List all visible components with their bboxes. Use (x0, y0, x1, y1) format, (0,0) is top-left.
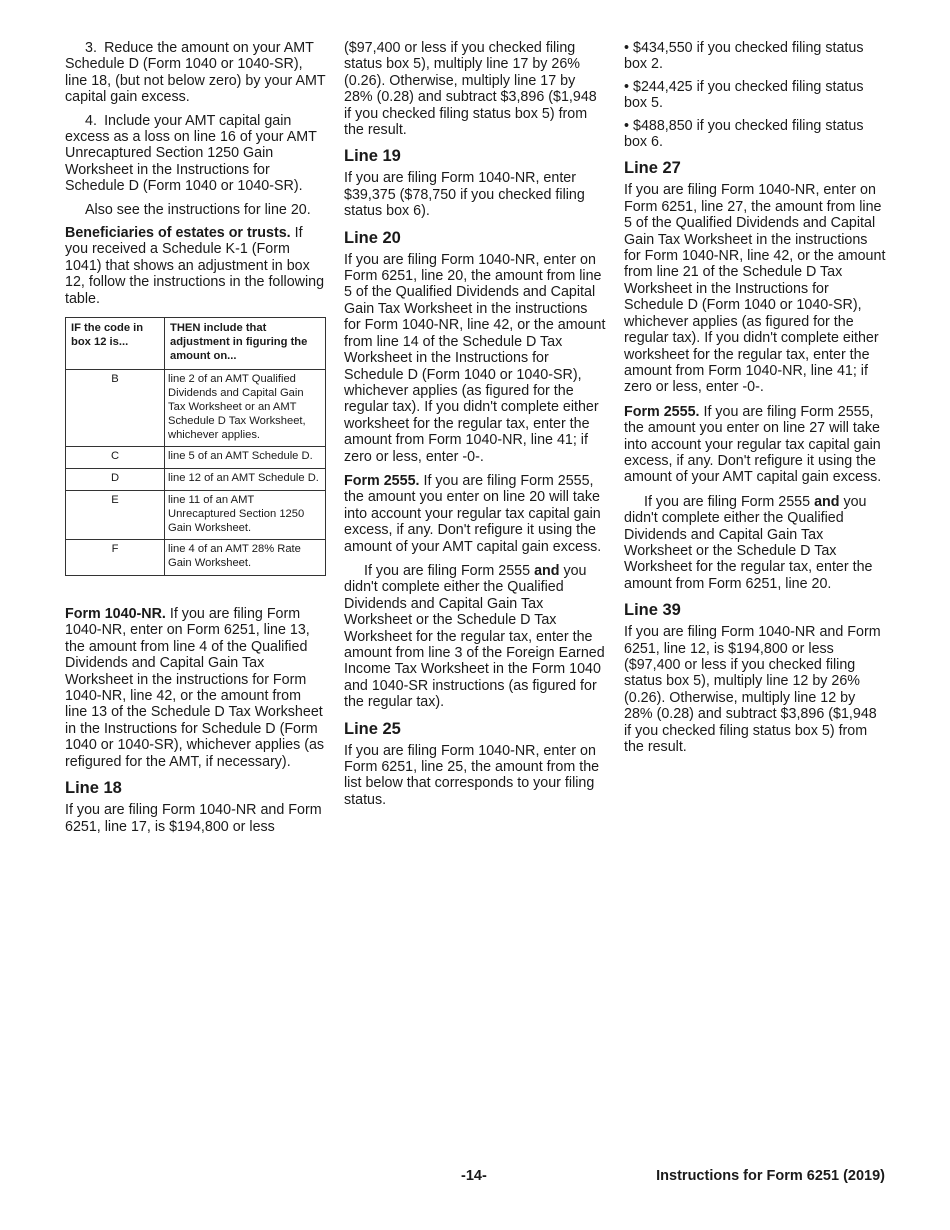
bullet-text: $244,425 if you checked filing status box 5. (624, 78, 864, 112)
table-cell-then: line 2 of an AMT Qualified Dividends and Capital Gain Tax Worksheet or an AMT Schedule D Tax Worksheet, whichever applies. (165, 370, 326, 447)
table-cell-then: line 5 of an AMT Schedule D. (165, 447, 326, 469)
step-3-paragraph: 3. Reduce the amount on your AMT Schedule D (Form 1040 or 1040-SR), line 18, (but not below zero) by your AMT capital gain excess. (65, 40, 326, 106)
beneficiaries-text: If you received a Schedule K-1 (Form 1041) that shows an adjustment in box 12, follow the instructions in the following table. (65, 225, 325, 307)
and-emphasis: and (534, 562, 560, 579)
table-row (66, 370, 326, 447)
column-3 (624, 40, 886, 763)
form-2555-and-paragraph (624, 494, 886, 592)
and-emphasis: and (814, 493, 840, 510)
line-19-heading: Line 19 (344, 147, 401, 166)
table-header-then: THEN include that adjustment in figuring the amount on... (165, 318, 326, 370)
list-item (624, 40, 886, 73)
table-cell-code: B (66, 370, 165, 447)
table-cell-then: line 12 of an AMT Schedule D. (165, 469, 326, 491)
form-2555-and-post: you didn't complete either the Qualified Dividends and Capital Gain Tax Worksheet or the Schedule D Tax Worksheet for the regular tax, enter the amount from line 3 of the Foreign Earned Income Tax Worksheet in the Form 1040 and 1040-SR instructions (as figured for the regular tax). (344, 562, 605, 711)
bullet-text: $434,550 if you checked filing status box 2. (624, 40, 864, 73)
table-header-row (66, 318, 326, 370)
form-2555-paragraph (624, 404, 886, 486)
see-also-paragraph: Also see the instructions for line 20. (85, 201, 311, 218)
line-18-continued-text: ($97,400 or less if you checked filing status box 5), multiply line 17 by 26% (0.26). Otherwise, multiply line 17 by 28% (0.28) and subtract $3,896 ($1,948 if you checked filing status box 5) from the result. (344, 40, 597, 139)
table-row (66, 491, 326, 540)
column-2 (344, 40, 606, 816)
beneficiaries-paragraph (65, 225, 327, 307)
list-item (624, 118, 886, 151)
form-2555-text: If you are filing Form 2555, the amount you enter on line 27 will take into account your regular tax capital gain excess, if any. Don't refigure it using the amount of your AMT capital gain excess. (624, 403, 882, 486)
table-header-code: IF the code in box 12 is... (66, 318, 165, 370)
form-2555-and-pre: If you are filing Form 2555 (644, 493, 815, 510)
table-cell-code: C (66, 447, 165, 469)
form-2555-and-pre: If you are filing Form 2555 (364, 562, 535, 579)
line-39-text: If you are filing Form 1040-NR and Form 6251, line 12, is $194,800 or less ($97,400 or less if you checked filing status box 5), multiply line 12 by 26% (0.26). Otherwise, multiply line 12 by 28% (0.28) and subtract $3,896 ($1,948 if you checked filing status box 5) from the result. (624, 624, 881, 756)
document-title: Instructions for Form 6251 (2019) (656, 1168, 885, 1184)
line-18-heading: Line 18 (65, 779, 122, 798)
list-item (624, 79, 886, 112)
bullet-text: $488,850 if you checked filing status box 6. (624, 117, 864, 151)
line-18-text: If you are filing Form 1040-NR and Form 6251, line 17, is $194,800 or less (65, 802, 322, 835)
line-25-heading: Line 25 (344, 719, 401, 738)
form-1040nr-text: If you are filing Form 1040-NR, enter on Form 6251, line 13, the amount from line 4 of the Qualified Dividends and Capital Gain Tax Worksheet in the instructions for Form 1040-NR, line 42, or the amount from line 13 of the Schedule D Tax Worksheet in the Instructions for Schedule D (Form 1040 or 1040-SR), whichever applies (as refigured for the AMT, if necessary). (65, 606, 325, 770)
form-2555-heading: Form 2555. (624, 403, 700, 420)
beneficiaries-heading: Beneficiaries of estates or trusts. (65, 225, 291, 242)
bullet-icon: • (624, 117, 630, 134)
line-27-heading: Line 27 (624, 159, 681, 178)
step-4-paragraph: 4. Include your AMT capital gain excess as a loss on line 16 of your AMT Unrecaptured Section 1250 Gain Worksheet in the Instructions for Schedule D (Form 1040 or 1040-SR). (65, 112, 317, 195)
line-27-text: If you are filing Form 1040-NR, enter on Form 6251, line 27, the amount from line 5 of the Qualified Dividends and Capital Gain Tax Worksheet in the instructions for Form 1040-NR, line 42, or the amount from line 21 of the Schedule D Tax Worksheet in the Instructions for Schedule D (Form 1040 or 1040-SR), whichever applies (as figured for the regular tax). If you didn't complete either worksheet for the regular tax, enter the amount from Form 1040-NR, line 41; if zero or less, enter -0-. (624, 182, 886, 396)
form-2555-heading: Form 2555. (344, 472, 420, 489)
bullet-icon: • (624, 78, 630, 95)
form-1040nr-paragraph (65, 606, 327, 770)
form-2555-text: If you are filing Form 2555, the amount you enter on line 20 will take into account your regular tax capital gain excess, if any. Don't refigure it using the amount of your AMT capital gain excess. (344, 472, 602, 555)
line-20-text: If you are filing Form 1040-NR, enter on Form 6251, line 20, the amount from line 5 of the Qualified Dividends and Capital Gain Tax Worksheet in the instructions for Form 1040-NR, line 42, or the amount from line 14 of the Schedule D Tax Worksheet in the Instructions for Schedule D (Form 1040 or 1040-SR), whichever applies (as figured for the regular tax). If you didn't complete either worksheet for the regular tax, enter the amount from Form 1040-NR, line 41; if zero or less, enter -0-. (344, 251, 606, 465)
table-cell-then: line 11 of an AMT Unrecaptured Section 1250 Gain Worksheet. (165, 491, 326, 540)
box12-code-table (65, 317, 326, 576)
column-1 (65, 40, 327, 843)
line-25-text: If you are filing Form 1040-NR, enter on Form 6251, line 25, the amount from the list below that corresponds to your filing status. (344, 742, 600, 808)
line-19-text: If you are filing Form 1040-NR, enter $39,375 ($78,750 if you checked filing status box 6). (344, 170, 585, 220)
table-row (66, 447, 326, 469)
table-cell-code: D (66, 469, 165, 491)
table-row (66, 469, 326, 491)
form-1040nr-heading: Form 1040-NR. (65, 606, 166, 623)
table-row (66, 540, 326, 576)
line-20-heading: Line 20 (344, 228, 401, 247)
table-cell-then: line 4 of an AMT 28% Rate Gain Worksheet. (165, 540, 326, 576)
form-2555-and-paragraph (344, 563, 606, 711)
table-cell-code: E (66, 491, 165, 540)
form-2555-and-post: you didn't complete either the Qualified Dividends and Capital Gain Tax Worksheet or the Schedule D Tax Worksheet for the regular tax, enter the amount from Form 6251, line 20. (624, 493, 873, 592)
line-39-heading: Line 39 (624, 601, 681, 620)
page-number: -14- (461, 1168, 487, 1184)
form-2555-paragraph (344, 473, 606, 555)
bullet-icon: • (624, 40, 630, 56)
table-cell-code: F (66, 540, 165, 576)
